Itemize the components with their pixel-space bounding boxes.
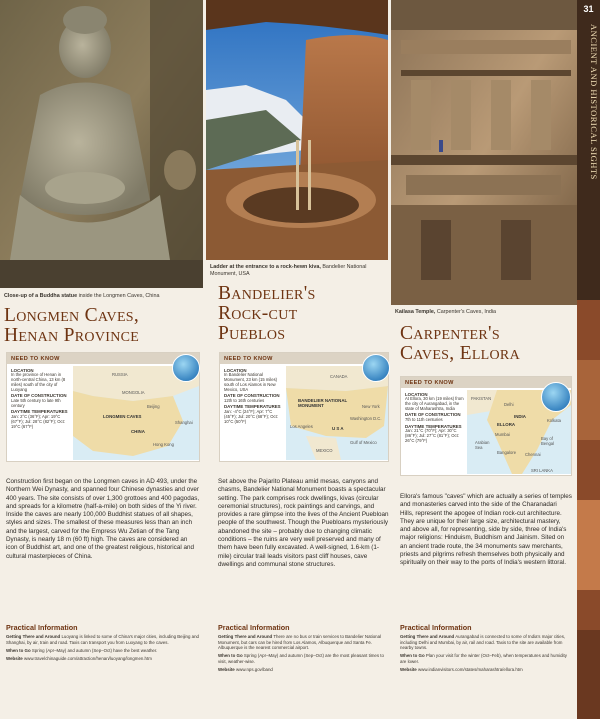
temp-key: DAYTIME TEMPERATURES: [224, 404, 281, 410]
kailasa-temple-photo: [391, 0, 577, 305]
map-label: BANDELIER NATIONAL MONUMENT: [298, 398, 348, 408]
location-value: In the province of Henan in north-central China, 13 km (8 miles) south of the city of Luoyang: [11, 372, 66, 392]
date-value: 12th to 16th centuries: [224, 397, 265, 403]
ellora-need-to-know: [400, 376, 572, 476]
map-label: ELLORA: [497, 422, 516, 427]
location-key: LOCATION: [11, 367, 34, 373]
map-label: MEXICO: [316, 448, 333, 453]
website-link[interactable]: www.indianvisitors.com/states/maharashtra/ellora.htm: [416, 667, 523, 673]
bandelier-kiva-photo: [206, 0, 388, 260]
temp-value: Jan: -4°C (24°F); Apr: 7°C (45°F); Jul: 20°C (68°F); Oct: 10°C (50°F): [224, 409, 278, 424]
longmen-need-to-know: [6, 352, 200, 462]
map-label: CHINA: [131, 429, 145, 434]
location-value: In Bandelier National Monument, 23 km (15 miles) south of Los Alamos in New Mexico, USA: [224, 372, 278, 392]
longmen-body-text: Construction first began on the Longmen caves in AD 493, under the Northern Wei Dynasty, and spanned four Chinese dynasties and over 400 years. The site consists of over 1,300 grottoes and 400 pagodas, and spreads for a kilometre (half-a-mile) on both sides of the Yi river. Inside the caves are nearly 100,000 Buddhist statues of all shapes, styles and sizes. The smallest of these measures less than an inch and the largest, carved for the Empress Wu Zetian of the Tang Dynasty, is nearly 18 m (60 ft) high. The caves are considered an icon of Buddhist art, and one of the greatest religious, historical and cultural masterpieces of China.: [6, 478, 200, 560]
globe-icon: [362, 354, 390, 382]
map-label: MONGOLIA: [122, 390, 145, 395]
map-label: Hong Kong: [153, 442, 174, 447]
bandelier-body-text: Set above the Pajarito Plateau amid mesas, canyons and chasms, Bandelier National Monument boasts a spectacular setting. The park comprises rock dwellings, kivas (circular ceremonial structures), rock paintings and carvings, and provides a rare glimpse into the lives of the Ancient Puebloan people of the southwest. Though the Puebloans mysteriously abandoned the site – probably due to changing climatic conditions – the ruins are very well preserved and many of them have been fully excavated. A well-signed, 1.6-km (1-mile) circular trail leads visitors past cliff houses, cave dwellings and communal stone structures.: [218, 478, 389, 568]
location-key: LOCATION: [224, 367, 247, 373]
date-value: Late 5th century to late 9th century: [11, 397, 61, 408]
ellora-body-text: Ellora's famous "caves" which are actually a series of temples and monasteries carved into the side of the Charanadari Hills, represent the apogee of Indian rock-cut architecture. They are unique for their large size, architectural mastery, and above all, for representing, side by side, three of India's major religions: Hinduism, Buddhism and Jainism. Sited on an ancient trade route, the 34 monuments saw merchants, priests and pilgrims refresh themselves both physically and spiritually on their way to the ports of India's western littoral.: [400, 493, 572, 567]
map-label: Arabian Sea: [475, 440, 490, 450]
map-label: Washington D.C.: [350, 416, 382, 421]
map-label: Mumbai: [495, 432, 510, 437]
ntk-heading: NEED TO KNOW: [7, 353, 199, 364]
longmen-practical-info: Getting There and Around Luoyang is linked to some of China's major cities, including Beijing and Shanghai, by air, train and road. Taxis can transport you from Luoyang to the caves. When to Go Spring (Apr–May) and autumn (Sep–Oct) have the best weather. Website www.travelchinaguide.com/attraction/henan/luoyang/longmen.htm: [6, 634, 199, 661]
ellora-practical-info: Getting There and Around Aurangabad is connected to some of India's major cities, including Delhi and Mumbai, by air, rail and road. Taxis to the site are available from nearby towns. When to Go Plan your visit for the winter (Oct–Feb), when temperatures and humidity are lower. Website www.indianvisitors.com/states/maharashtra/ellora.htm: [400, 634, 567, 673]
ntk-heading: NEED TO KNOW: [220, 353, 388, 364]
map-label: Bay of Bengal: [541, 436, 555, 446]
temp-value: Jan: 2°C (36°F); Apr: 19°C (67°F); Jul: 28°C (82°F); Oct: 19°C (67°F): [11, 413, 65, 429]
website-link[interactable]: www.nps.gov/band: [234, 667, 273, 673]
chapter-label: ANCIENT AND HISTORICAL SIGHTS: [589, 24, 599, 180]
bandelier-need-to-know: [219, 352, 389, 462]
kiva-photo-caption: Ladder at the entrance to a rock-hewn kiva, Bandelier National Monument, USA: [210, 264, 367, 277]
practical-info-heading: Practical Information: [400, 623, 472, 632]
map-label: LONGMEN CAVES: [103, 414, 142, 419]
map-label: Gulf of Mexico: [350, 440, 377, 445]
practical-info-heading: Practical Information: [6, 623, 78, 632]
map-label: INDIA: [514, 414, 526, 419]
kailasa-photo-caption: Kailasa Temple, Carpenter's Caves, India: [395, 309, 497, 315]
map-label: Chennai: [525, 452, 541, 457]
longmen-title: Longmen Caves, Henan Province: [4, 305, 140, 346]
map-label: SRI LANKA: [531, 468, 553, 473]
buddha-statue-photo: [0, 0, 203, 288]
map-label: Shanghai: [175, 420, 193, 425]
date-value: 7th to 11th centuries: [405, 417, 443, 423]
map-label: PAKISTAN: [471, 396, 492, 401]
bandelier-title: Bandelier's Rock-cut Pueblos: [218, 283, 316, 344]
date-key: DATE OF CONSTRUCTION: [405, 412, 461, 418]
map-label: RUSSIA: [112, 372, 128, 377]
side-decorative-image: [577, 300, 600, 719]
bandelier-practical-info: Getting There and Around There are no bus or train services to Bandelier National Monument, but cars can be hired from Los Alamos, Albuquerque and Santa Fe. Albuquerque is the nearest commercial airport. When to Go Spring (Apr–May) and autumn (Sep–Oct) are the most pleasant times to visit, weather-wise. Website www.nps.gov/band: [218, 634, 384, 673]
page-number: 31: [583, 4, 594, 14]
ellora-title: Carpenter's Caves, Ellora: [400, 323, 520, 364]
map-label: Bangalore: [497, 450, 517, 455]
temp-key: DAYTIME TEMPERATURES: [11, 409, 68, 415]
date-key: DATE OF CONSTRUCTION: [224, 393, 280, 399]
practical-info-heading: Practical Information: [218, 623, 290, 632]
map-label: U S A: [332, 426, 344, 431]
globe-icon: [541, 382, 571, 412]
location-value: At Ellora, 30 km (19 miles) from the city of Aurangabad, in the state of Maharashtra, India: [405, 396, 464, 411]
ntk-heading: NEED TO KNOW: [401, 377, 571, 388]
map-label: New York: [362, 404, 380, 409]
temp-key: DAYTIME TEMPERATURES: [405, 423, 462, 429]
date-key: DATE OF CONSTRUCTION: [11, 393, 67, 399]
map-label: Los Angeles: [290, 424, 313, 429]
buddha-photo-caption: Close-up of a Buddha statue inside the Longmen Caves, China: [4, 293, 160, 299]
temp-value: Jan: 21°C (70°F); Apr: 30°C (86°F); Jul: 27°C (81°F); Oct: 26°C (79°F): [405, 428, 459, 443]
map-label: CANADA: [330, 374, 348, 379]
map-label: Kolkata: [547, 418, 561, 423]
map-label: Beijing: [147, 404, 160, 409]
map-label: Delhi: [504, 402, 514, 407]
location-key: LOCATION: [405, 391, 428, 397]
website-link[interactable]: www.travelchinaguide.com/attraction/henan/luoyang/longmen.htm: [22, 655, 152, 661]
globe-icon: [172, 354, 200, 382]
